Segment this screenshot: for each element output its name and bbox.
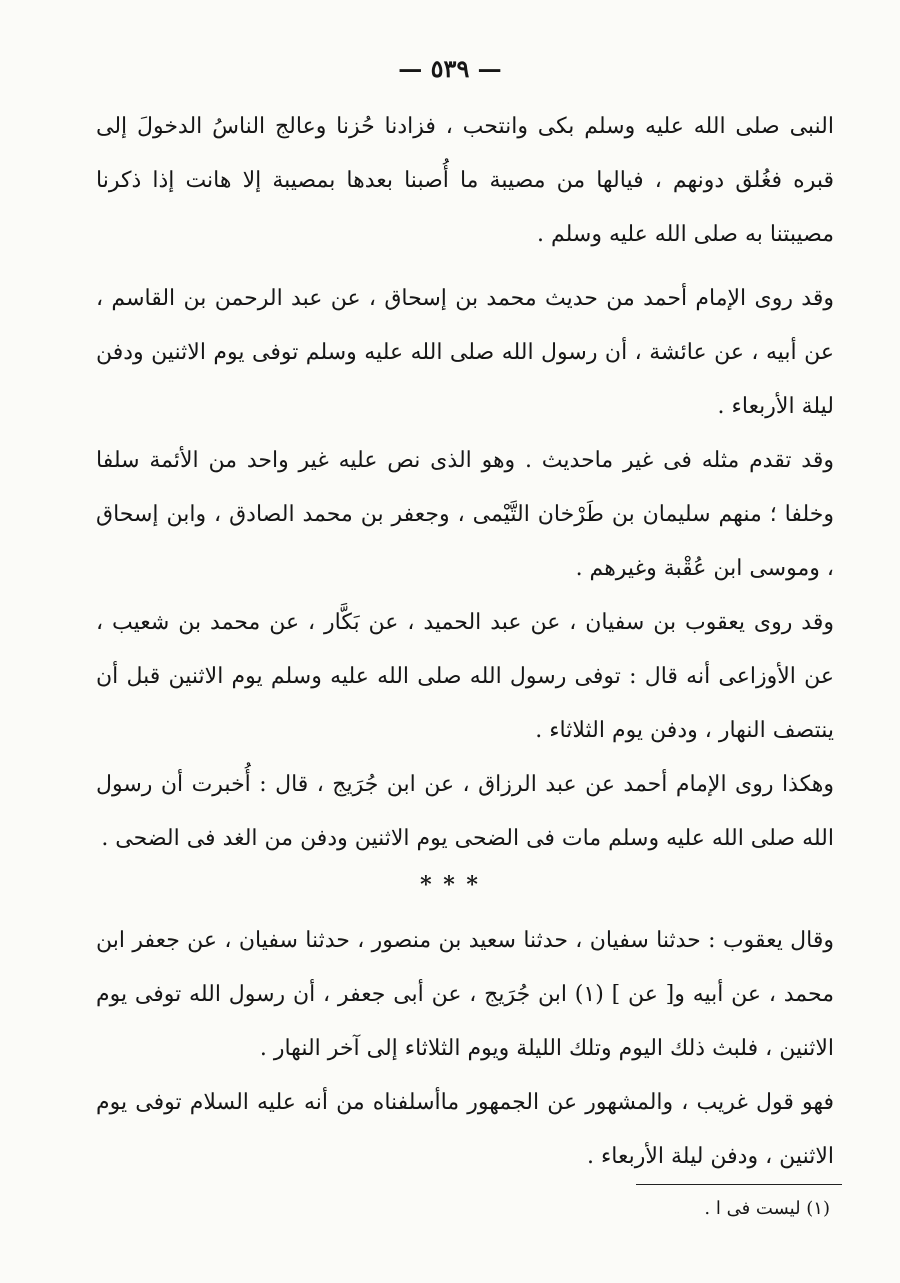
paragraph-4: وقد روى يعقوب بن سفيان ، عن عبد الحميد ، عن بَكَّار ، عن محمد بن شعيب ، عن الأوزاعى أنه قال : توفى رسول الله صلى الله عليه وسلم يوم الاثنين قبل أن ينتصف النهار ، ودفن يوم الثلاثاء . [96, 610, 834, 743]
paragraph-2: وقد روى الإمام أحمد من حديث محمد بن إسحاق ، عن عبد الرحمن بن القاسم ، عن أبيه ، عن عائشة ، أن رسول الله صلى الله عليه وسلم توفى يوم الاثنين ودفن ليلة الأربعاء . [96, 286, 834, 419]
paragraph-1: النبى صلى الله عليه وسلم بكى وانتحب ، فزادنا حُزنا وعالج الناسُ الدخولَ إلى قبره فغُلق دونهم ، فيالها من مصيبة ما أُصبنا بعدها بمصيبة إلا هانت إذا ذكرنا مصيبتنا به صلى الله عليه وسلم . [96, 114, 834, 247]
page-number: — ٥٣٩ — [398, 54, 502, 83]
footnote-divider [636, 1184, 842, 1185]
paragraph-7: فهو قول غريب ، والمشهور عن الجمهور ماأسلفناه من أنه عليه السلام توفى يوم الاثنين ، ودفن ليلة الأربعاء . [96, 1090, 834, 1169]
footnote: (١) ليست فى ا . [704, 1198, 830, 1219]
paragraph-3: وقد تقدم مثله فى غير ماحديث . وهو الذى نص عليه غير واحد من الأئمة سلفا وخلفا ؛ منهم سليمان بن طَرْخان التَّيْمى ، وجعفر بن محمد الصادق ، وابن إسحاق ، وموسى ابن عُقْبة وغيرهم . [96, 448, 834, 581]
section-separator: * * * [420, 872, 480, 898]
paragraph-5: وهكذا روى الإمام أحمد عن عبد الرزاق ، عن ابن جُرَيج ، قال : أُخبرت أن رسول الله صلى الله عليه وسلم مات فى الضحى يوم الاثنين ودفن من الغد فى الضحى . [96, 772, 834, 851]
paragraph-6: وقال يعقوب : حدثنا سفيان ، حدثنا سعيد بن منصور ، حدثنا سفيان ، عن جعفر ابن محمد ، عن أبيه و[ عن ] (١) ابن جُرَيج ، عن أبى جعفر ، أن رسول الله توفى يوم الاثنين ، فلبث ذلك اليوم وتلك الليلة ويوم الثلاثاء إلى آخر النهار . [96, 928, 834, 1061]
